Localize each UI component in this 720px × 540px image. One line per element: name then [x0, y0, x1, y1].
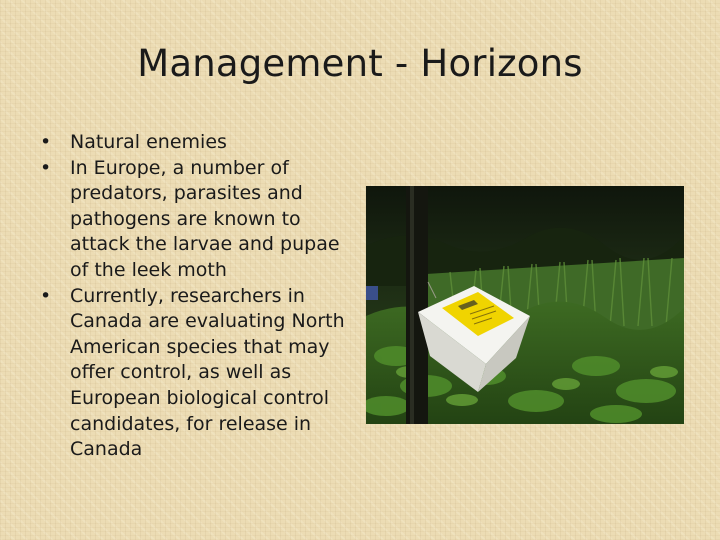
garden-trap-photo [366, 186, 684, 424]
slide-title: Management - Horizons [137, 42, 583, 85]
bullet-item: • Natural enemies [40, 130, 360, 156]
bullet-item: • Currently, researchers in Canada are evaluating North American species that may offer control, as well as European biological control candidates, for release in Canada [40, 284, 360, 463]
bullet-list [40, 130, 360, 463]
bullet-item: • In Europe, a number of predators, parasites and pathogens are known to attack the larvae and pupae of the leek moth [40, 156, 360, 284]
photo-illustration [366, 186, 684, 424]
